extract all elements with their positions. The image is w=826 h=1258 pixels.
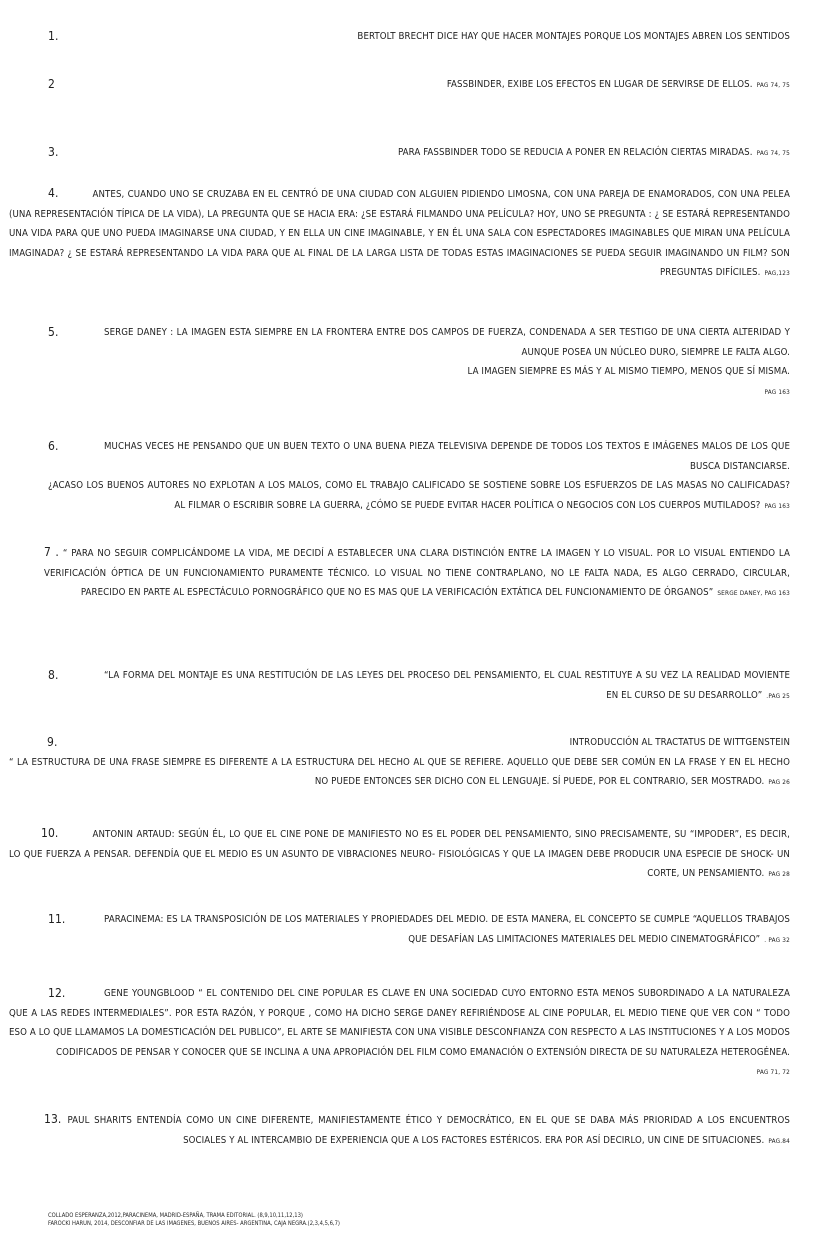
note-text: SERGE DANEY : LA IMAGEN ESTA SIEMPRE EN LA FRONTERA ENTRE DOS CAMPOS DE FUERZA, CONDENADA A SER TESTIGO DE UNA CIERTA ALTERIDAD Y AUNQUE POSEA UN NÚCLEO DURO, SIEMPRE LE FALTA ALGO. xyxy=(104,327,790,358)
note-10 xyxy=(9,824,790,885)
note-text-continued: ¿ACASO LOS BUENOS AUTORES NO EXPLOTAN A LOS MALOS, COMO EL TRABAJO CALIFICADO SE SOSTIENE SOBRE LOS ESFUERZOS DE LAS MASAS NO CALIFICADAS? AL FILMAR O ESCRIBIR SOBRE LA GUERRA, ¿CÓMO SE PUEDE EVITAR HACER POLÍTICA O NEGOCIOS CON LOS CUERPOS MUTILADOS? xyxy=(48,480,790,511)
note-text: PAUL SHARITS ENTENDÍA COMO UN CINE DIFERENTE, MANIFIESTAMENTE ÉTICO Y DEMOCRÁTICO, EN EL QUE SE DABA MÁS PRIORIDAD A LOS ENCUENTROS SOCIALES Y AL INTERCAMBIO DE EXPERIENCIA QUE A LOS FACTORES ESTÉRICOS. ERA POR ASÍ DECIRLO, UN CINE DE SITUACIONES. xyxy=(67,1115,790,1146)
page-ref: PAG.84 xyxy=(768,1136,790,1145)
note-1 xyxy=(48,27,790,47)
note-text: PARA FASSBINDER TODO SE REDUCIA A PONER EN RELACIÓN CIERTAS MIRADAS. xyxy=(397,147,753,158)
note-text: MUCHAS VECES HE PENSANDO QUE UN BUEN TEXTO O UNA BUENA PIEZA TELEVISIVA DEPENDE DE TODOS LOS TEXTOS E IMÁGENES MALOS DE LOS QUE BUSCA DISTANCIARSE. xyxy=(104,441,790,472)
note-number: 1. xyxy=(48,29,59,43)
note-11 xyxy=(48,910,790,950)
note-number: 5. xyxy=(48,325,59,339)
note-6 xyxy=(48,437,790,516)
note-number: 13. xyxy=(44,1112,62,1126)
note-8 xyxy=(48,666,790,706)
page-ref: PAG 71, 72 xyxy=(756,1068,790,1076)
note-number: 2 xyxy=(48,77,55,91)
note-12 xyxy=(9,984,790,1083)
note-text: “ PARA NO SEGUIR COMPLICÁNDOME LA VIDA, ME DECIDÍ A ESTABLECER UNA CLARA DISTINCIÓN ENTRE LA IMAGEN Y LO VISUAL. POR LO VISUAL ENTIENDO LA VERIFICACIÓN ÓPTICA DE UN FUNCIONAMIENTO PURAMENTE TÉCNICO. LO VISUAL NO TIENE CONTRAPLANO, NO LE FALTA NADA, ES ALGO CERRADO, CIRCULAR, PARECIDO EN PARTE AL ESPECTÁCULO PORNOGRÁFICO QUE NO ES MAS QUE LA VERIFICACIÓN EXTÁTICA DEL FUNCIONAMIENTO DE ÓRGANOS” xyxy=(44,548,790,598)
note-text-continued: LA IMAGEN SIEMPRE ES MÁS Y AL MISMO TIEMPO, MENOS QUE SÍ MISMA. xyxy=(467,366,790,377)
note-number: 8. xyxy=(48,668,59,682)
note-number: 6. xyxy=(48,439,59,453)
note-2 xyxy=(48,75,790,96)
note-text: ANTES, CUANDO UNO SE CRUZABA EN EL CENTRÓ DE UNA CIUDAD CON ALGUIEN PIDIENDO LIMOSNA, CON UNA PAREJA DE ENAMORADOS, CON UNA PELEA (UNA REPRESENTACIÓN TÍPICA DE LA VIDA), LA PREGUNTA QUE SE HACIA ERA: ¿SE ESTARÁ FILMANDO UNA PELÍCULA? HOY, UNO SE PREGUNTA : ¿ SE ESTARÁ REPRESENTANDO UNA VIDA PARA QUE UNO PUEDA IMAGINARSE UNA CIUDAD, Y EN ELLA UN CINE IMAGINABLE, Y EN ÉL UNA SALA CON ESPECTADORES IMAGINABLES QUE MIRAN UNA PELÍCULA IMAGINADA? ¿ SE ESTARÁ REPRESENTANDO LA VIDA PARA QUE AL FINAL DE LA LARGA LISTA DE TODAS ESTAS IMAGINACIONES SE PUEDA SEGUIR IMAGINANDO UN FILM? SON PREGUNTAS DIFÍCILES. xyxy=(9,189,790,278)
page-ref: . PAG 32 xyxy=(764,935,790,944)
page-ref: PAG 74, 75 xyxy=(756,149,790,157)
note-number: 3. xyxy=(48,145,59,159)
note-text: GENE YOUNGBLOOD “ EL CONTENIDO DEL CINE POPULAR ES CLAVE EN UNA SOCIEDAD CUYO ENTORNO ESTA MENOS SUBORDINADO A LA NATURALEZA QUE A LAS REDES INTERMEDIALES”. POR ESTA RAZÓN, Y PORQUE , COMO HA DICHO SERGE DANEY REFIRIÉNDOSE AL CINE POPULAR, EL MEDIO TIENE QUE VER CON “ TODO ESO A LO QUE LLAMAMOS LA DOMESTICACIÓN DEL PUBLICO”, EL ARTE SE MANIFIESTA CON UNA VISIBLE DESCONFIANZA CON RESPECTO A LAS INSTITUCIONES Y A LOS MODOS CODIFICADOS DE PENSAR Y CONOCER QUE SE INCLINA A UNA APROPIACIÓN DEL FILM COMO EMANACIÓN O EXTENSIÓN DIRECTA DE SU NATURALEZA HETEROGÉNEA. xyxy=(9,988,790,1058)
note-number: 11. xyxy=(48,912,66,926)
page-ref: PAG 28 xyxy=(768,870,790,878)
page-ref: .PAG 25 xyxy=(766,691,790,700)
page-ref: PAG 74, 75 xyxy=(756,81,790,89)
note-5 xyxy=(48,323,790,402)
note-number: 10. xyxy=(41,826,59,840)
page-ref: SERGE DANEY, PAG 163 xyxy=(717,589,790,597)
page-ref: PAG 26 xyxy=(768,778,790,786)
note-number: 4. xyxy=(48,186,59,200)
note-4 xyxy=(9,184,790,284)
page-ref: PAG 163 xyxy=(764,387,790,396)
note-9 xyxy=(9,733,790,793)
note-number: 12. xyxy=(48,986,66,1000)
note-text: FASSBINDER, EXIBE LOS EFECTOS EN LUGAR DE SERVIRSE DE ELLOS. xyxy=(446,79,753,90)
note-3 xyxy=(48,143,790,164)
note-text: ANTONIN ARTAUD: SEGÚN ÉL, LO QUE EL CINE PONE DE MANIFIESTO NO ES EL PODER DEL PENSAMIENTO, SINO PRECISAMENTE, SU “IMPODER”, ES DECIR, LO QUE FUERZA A PENSAR. DEFENDÍA QUE EL MEDIO ES UN ASUNTO DE VIBRACIONES NEURO- FISIOLÓGICAS Y QUE LA IMAGEN DEBE PRODUCIR UNA ESPECIE DE SHOCK- UN CORTE, UN PENSAMIENTO. xyxy=(9,829,790,879)
note-title: INTRODUCCIÓN AL TRACTATUS DE WITTGENSTEIN xyxy=(569,737,790,748)
bibliography xyxy=(48,1212,648,1228)
bibliography-entry: COLLADO ESPERANZA,2012,PARACINEMA, MADRID-ESPAÑA, TRAMA EDITORIAL. (8,9,10,11,12,13) xyxy=(48,1213,303,1219)
bibliography-entry: FAROCKI HARUN, 2014, DESCONFIAR DE LAS IMAGENES, BUENOS AIRES- ARGENTINA, CAJA NEGRA.(2,3,4,5,6,7) xyxy=(48,1221,340,1227)
note-text: PARACINEMA: ES LA TRANSPOSICIÓN DE LOS MATERIALES Y PROPIEDADES DEL MEDIO. DE ESTA MANERA, EL CONCEPTO SE CUMPLE “AQUELLOS TRABAJOS QUE DESAFÍAN LAS LIMITACIONES MATERIALES DEL MEDIO CINEMATOGRÁFICO” xyxy=(104,914,790,945)
note-13 xyxy=(44,1110,790,1151)
note-text: “LA FORMA DEL MONTAJE ES UNA RESTITUCIÓN DE LAS LEYES DEL PROCESO DEL PENSAMIENTO, EL CUAL RESTITUYE A SU VEZ LA REALIDAD MOVIENTE EN EL CURSO DE SU DESARROLLO” xyxy=(104,670,790,701)
page-ref: PAG 163 xyxy=(764,501,790,510)
note-text: “ LA ESTRUCTURA DE UNA FRASE SIEMPRE ES DIFERENTE A LA ESTRUCTURA DEL HECHO AL QUE SE REFIERE. AQUELLO QUE DEBE SER COMÚN EN LA FRASE Y EN EL HECHO NO PUEDE ENTONCES SER DICHO CON EL LENGUAJE. SÍ PUEDE, POR EL CONTRARIO, SER MOSTRADO. xyxy=(9,756,790,787)
note-number: 9. xyxy=(47,735,58,749)
page-ref: PAG,123 xyxy=(764,269,790,277)
note-7 xyxy=(44,543,790,604)
note-text: BERTOLT BRECHT DICE HAY QUE HACER MONTAJES PORQUE LOS MONTAJES ABREN LOS SENTIDOS xyxy=(357,31,790,42)
note-number: 7 . xyxy=(44,545,59,559)
